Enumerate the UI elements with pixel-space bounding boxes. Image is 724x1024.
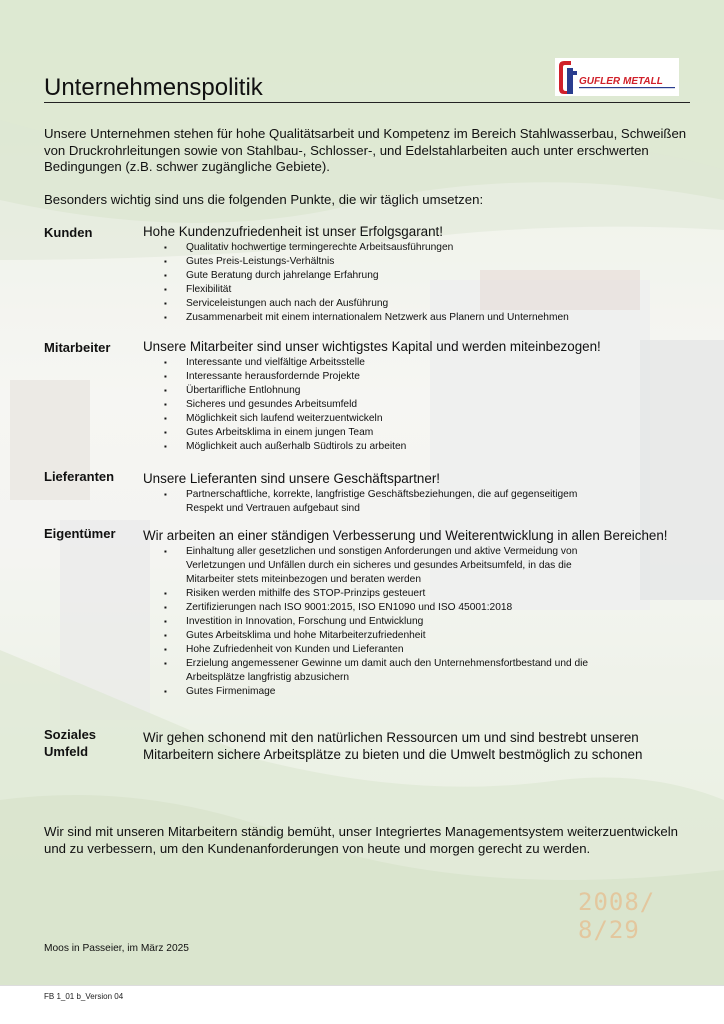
section-label: Soziales Umfeld: [44, 727, 97, 759]
section-heading: Hohe Kundenzufriedenheit ist unser Erfolgsgarant!: [143, 224, 443, 239]
list-item: ▪ Gutes Preis-Leistungs-Verhältnis: [186, 255, 683, 269]
intro-paragraph: Unsere Unternehmen stehen für hohe Qualitätsarbeit und Kompetenz im Bereich Stahlwasserbau, Schweißen von Druckrohrleitungen sowie von Stahlbau-, Schlosser-, und Edelstahlarbeiten auch unter erschwerten Bedingungen (z.B. schwer zugängliche Gebiete).: [44, 126, 687, 174]
bullet-list: [143, 545, 616, 699]
list-item: ▪ Interessante und vielfältige Arbeitsstelle: [186, 356, 683, 370]
closing-paragraph: Wir sind mit unseren Mitarbeitern ständig bemüht, unser Integriertes Managementsystem weiterzuentwickeln und zu verbessern, um den Kundenanforderungen von heute und morgen gerecht zu werden.: [44, 824, 679, 856]
list-item: ▪ Risiken werden mithilfe des STOP-Prinzips gesteuert: [186, 587, 616, 601]
place-and-date: Moos in Passeier, im März 2025: [44, 943, 189, 954]
list-item: ▪ Partnerschaftliche, korrekte, langfristige Geschäftsbeziehungen, die auf gegenseitigem Respekt und Vertrauen aufgebaut sind: [186, 488, 586, 516]
photo-date-stamp: 2008/ 8/29: [578, 888, 656, 944]
list-item: ▪ Serviceleistungen auch nach der Ausführung: [186, 297, 683, 311]
list-item: ▪ Möglichkeit auch außerhalb Südtirols zu arbeiten: [186, 440, 683, 454]
section-label: Lieferanten: [44, 469, 115, 484]
footer-divider: [0, 985, 724, 986]
section-label: Mitarbeiter: [44, 340, 111, 355]
list-item: ▪ Flexibilität: [186, 283, 683, 297]
title-divider: [44, 102, 690, 103]
svg-text:METALL: METALL: [623, 76, 663, 87]
company-logo: [555, 58, 679, 96]
list-item: ▪ Zertifizierungen nach ISO 9001:2015, ISO EN1090 und ISO 45001:2018: [186, 601, 616, 615]
section-heading: Unsere Mitarbeiter sind unser wichtigstes Kapital und werden miteinbezogen!: [143, 339, 601, 354]
list-item: ▪ Qualitativ hochwertige termingerechte Arbeitsausführungen: [186, 241, 683, 255]
list-item: ▪ Gutes Arbeitsklima in einem jungen Team: [186, 426, 683, 440]
bullet-list: [143, 241, 683, 325]
list-item: ▪ Interessante herausfordernde Projekte: [186, 370, 683, 384]
section-heading: Unsere Lieferanten sind unsere Geschäftspartner!: [143, 471, 440, 486]
section-heading: Wir gehen schonend mit den natürlichen Ressourcen um und sind bestrebt unseren Mitarbeitern sichere Arbeitsplätze zu bieten und die Umwelt bestmöglich zu schonen: [143, 730, 643, 762]
svg-text:GUFLER: GUFLER: [579, 76, 621, 87]
list-item: ▪ Hohe Zufriedenheit von Kunden und Lieferanten: [186, 643, 616, 657]
section-label: Kunden: [44, 225, 93, 240]
list-item: ▪ Sicheres und gesundes Arbeitsumfeld: [186, 398, 683, 412]
bullet-list: [143, 356, 683, 454]
page-title: Unternehmenspolitik: [44, 74, 263, 101]
list-item: ▪ Einhaltung aller gesetzlichen und sonstigen Anforderungen und aktive Vermeidung von Verletzungen und Unfällen durch ein sicheres und gesundes Arbeitsumfeld, in das die Mitarbeiter stets miteinbezogen und beraten werden: [186, 545, 616, 587]
list-item: ▪ Gutes Arbeitsklima und hohe Mitarbeiterzufriedenheit: [186, 629, 616, 643]
list-item: ▪ Gutes Firmenimage: [186, 685, 616, 699]
list-item: ▪ Möglichkeit sich laufend weiterzuentwickeln: [186, 412, 683, 426]
bullet-list: [143, 488, 586, 516]
list-item: ▪ Investition in Innovation, Forschung und Entwicklung: [186, 615, 616, 629]
section-label: Eigentümer: [44, 526, 116, 541]
document-version-footer: FB 1_01 b_Version 04: [44, 992, 124, 1001]
section-heading: Wir arbeiten an einer ständigen Verbesserung und Weiterentwicklung in allen Bereichen!: [143, 528, 668, 543]
list-item: ▪ Erzielung angemessener Gewinne um damit auch den Unternehmensfortbestand und die Arbeitsplätze langfristig abzusichern: [186, 657, 616, 685]
list-item: ▪ Übertarifliche Entlohnung: [186, 384, 683, 398]
lead-sentence: Besonders wichtig sind uns die folgenden Punkte, die wir täglich umsetzen:: [44, 192, 484, 207]
list-item: ▪ Gute Beratung durch jahrelange Erfahrung: [186, 269, 683, 283]
list-item: ▪ Zusammenarbeit mit einem internationalem Netzwerk aus Planern und Unternehmen: [186, 311, 683, 325]
